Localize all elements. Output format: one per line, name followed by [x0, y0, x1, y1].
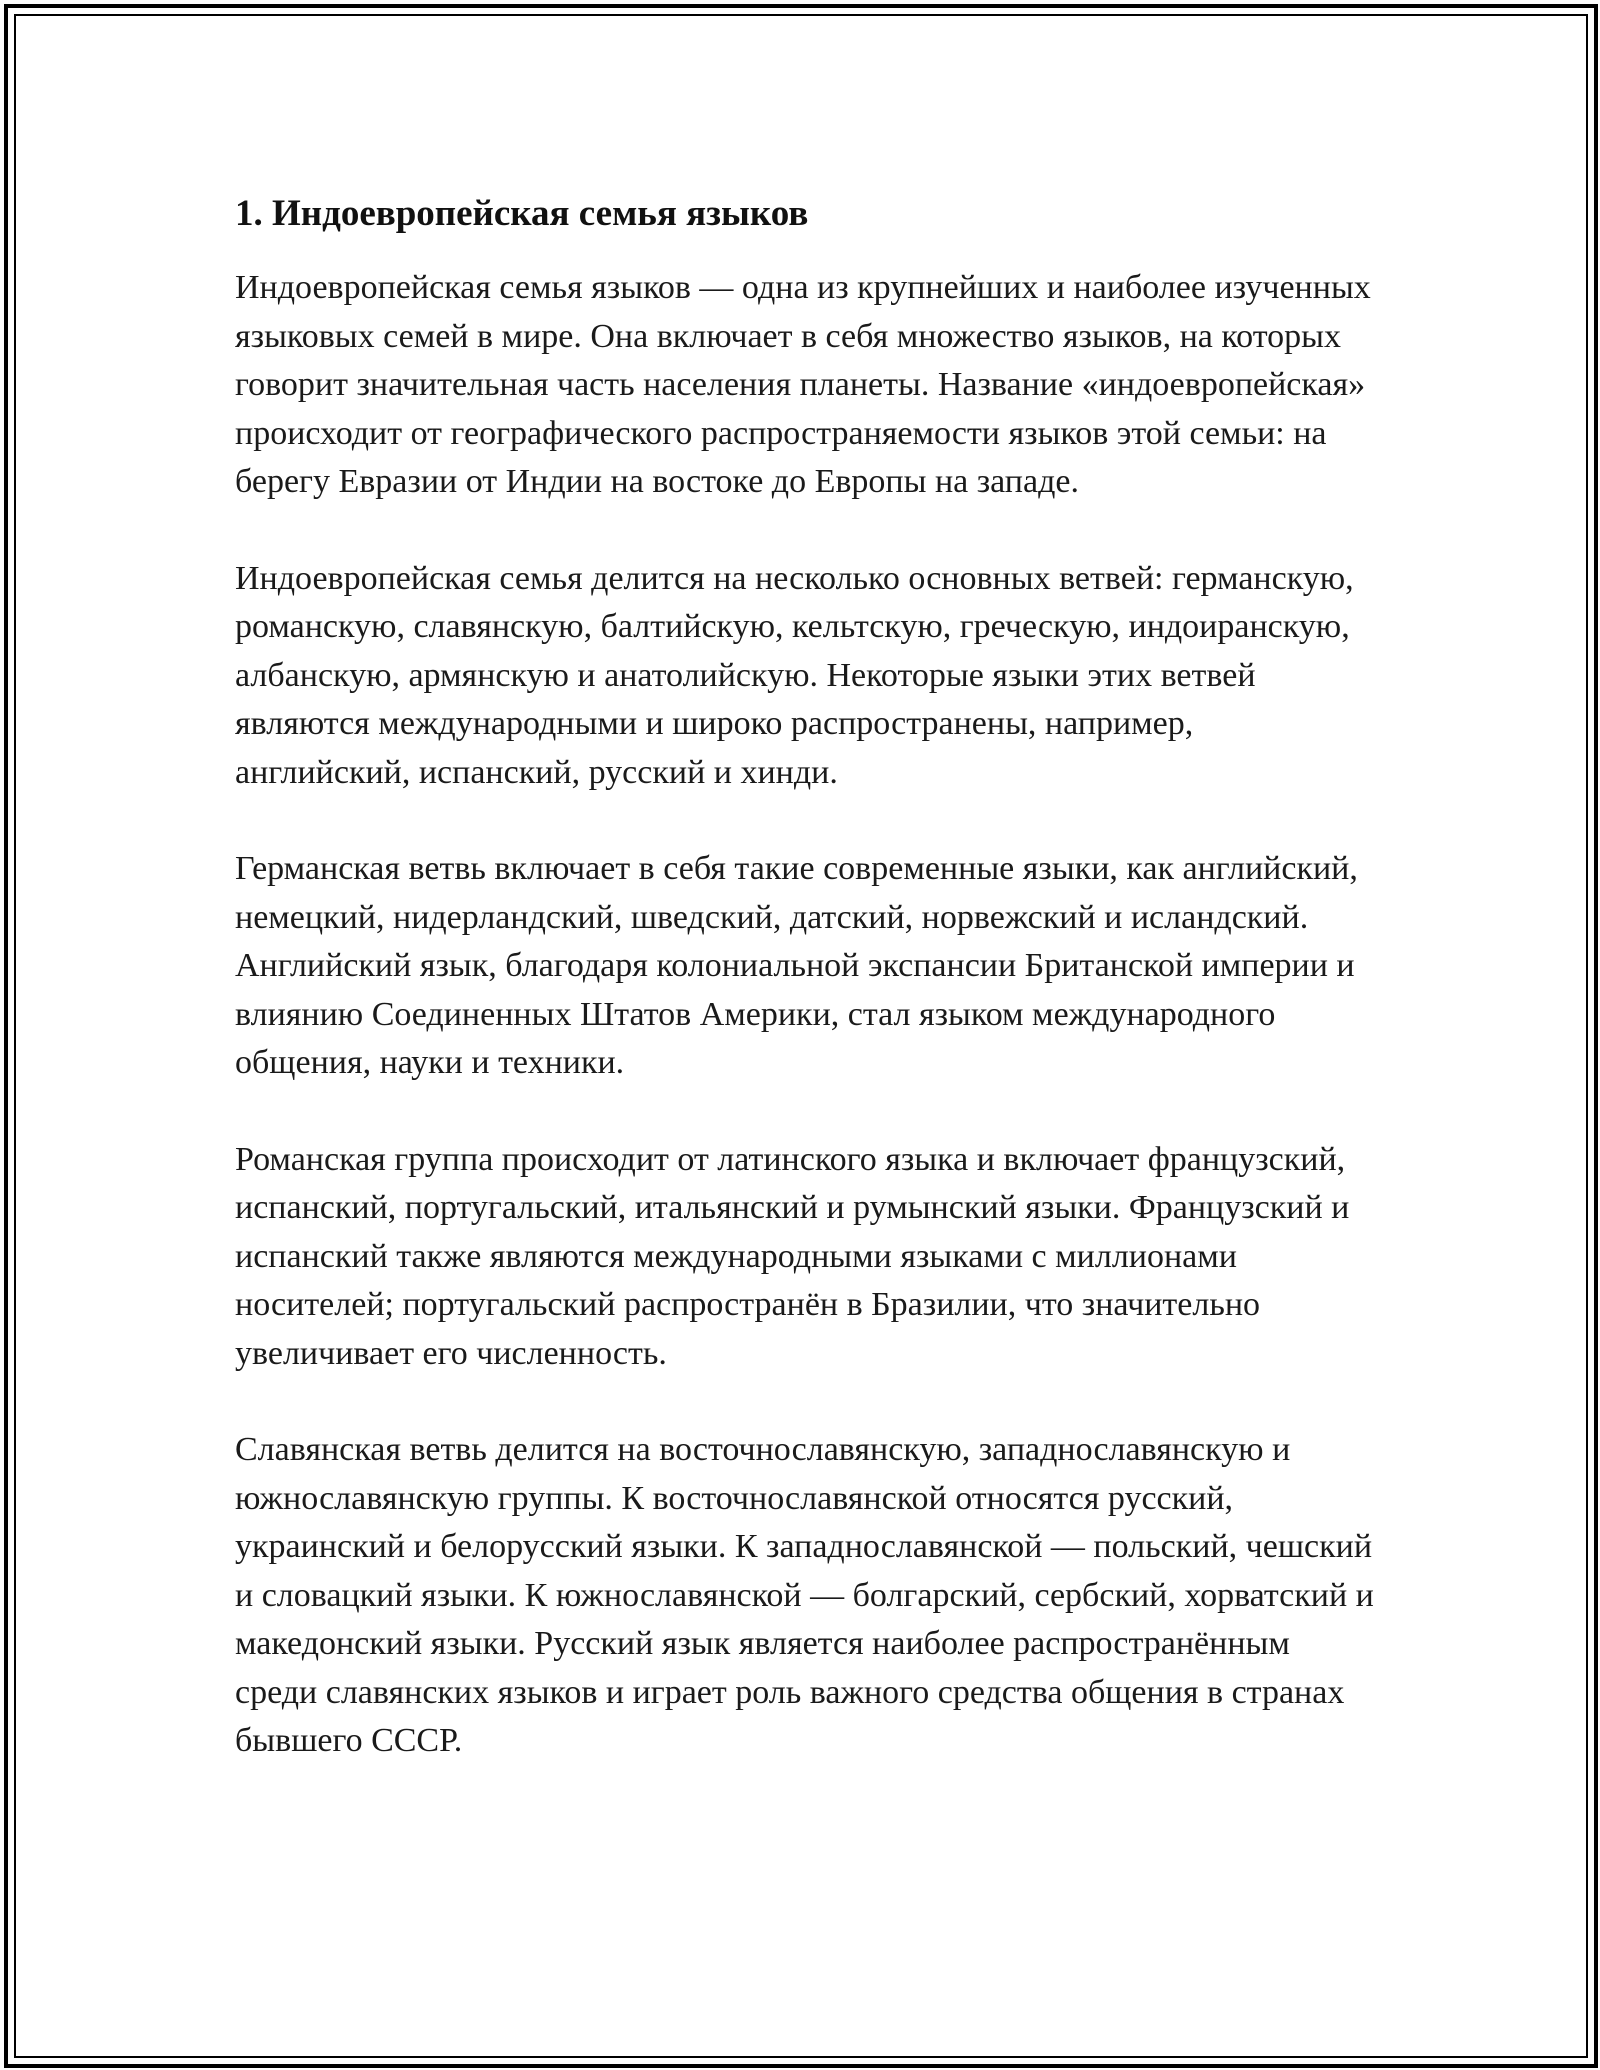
- section-heading: 1. Индоевропейская семья языков: [235, 193, 809, 234]
- paragraph-slavic: Славянская ветвь делится на восточнославянскую, западнославянскую и южнославянскую группы. К восточнославянской относятся русский, украинский и белорусский языки. К западнославянской — польский, чешский и словацкий языки. К южнославянской — болгарский, сербский, хорватский и македонский языки. Русский язык является наиболее распространённым среди славянских языков и играет роль важного средства общения в странах бывшего СССР.: [235, 1431, 1374, 1759]
- paragraph-romance: Романская группа происходит от латинского языка и включает французский, испанский, португальский, итальянский и румынский языки. Французский и испанский также являются международными языками с миллионами носителей; португальский распространён в Бразилии, что значительно увеличивает его численность.: [235, 1140, 1350, 1372]
- paragraph-germanic: Германская ветвь включает в себя такие современные языки, как английский, немецкий, нидерландский, шведский, датский, норвежский и исландский. Английский язык, благодаря колониальной экспансии Британской империи и влиянию Соединенных Штатов Америки, стал языком международного общения, науки и техники.: [235, 850, 1358, 1081]
- document-body: [235, 186, 1375, 1814]
- paragraph-branches: Индоевропейская семья делится на несколько основных ветвей: германскую, романскую, славянскую, балтийскую, кельтскую, греческую, индоиранскую, албанскую, армянскую и анатолийскую. Некоторые языки этих ветвей являются международными и широко распространены, например, английский, испанский, русский и хинди.: [235, 559, 1354, 791]
- paragraph-overview: Индоевропейская семья языков — одна из крупнейших и наиболее изученных языковых семей в мире. Она включает в себя множество языков, на которых говорит значительная часть населения планеты. Название «индоевропейская» происходит от географического распространяемости языков этой семьи: на берегу Евразии от Индии на востоке до Европы на западе.: [235, 269, 1371, 500]
